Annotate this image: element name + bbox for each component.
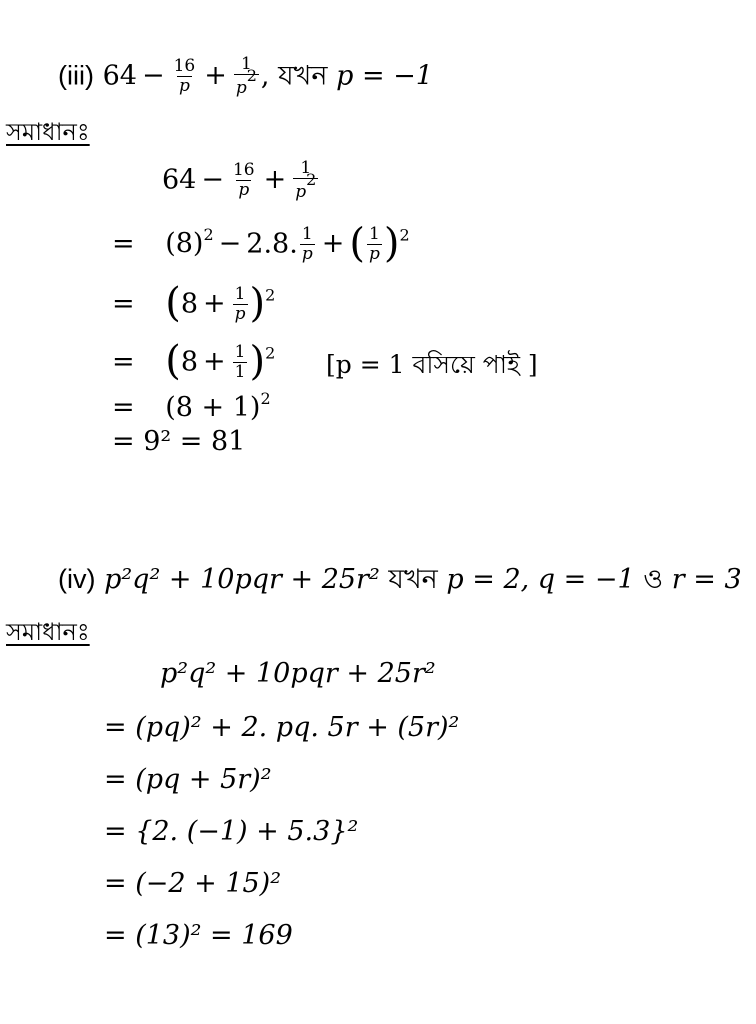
problem-iii-condition: p = −1 xyxy=(336,60,433,92)
expr-64: 64 xyxy=(102,60,137,92)
iii-step-1: = $(8)^2 - 2.8$. $\frac{1}{p}$ + ( $\frac{1}{p}$ )$^2$ xyxy=(112,220,410,267)
problem-iv-condition-1: p = 2, q = −1 xyxy=(446,564,635,595)
fraction-16-over-p: $\frac{16}{p}$ xyxy=(173,56,196,96)
problem-iv-condition-2: r = 3 xyxy=(671,564,742,595)
when-word: যখন xyxy=(388,564,438,595)
iv-step-5-final: = (13)² = 169 xyxy=(104,920,293,951)
iv-step-2: = (pq + 5r)² xyxy=(104,764,272,795)
iii-step-5-final: = 9² = 81 xyxy=(112,426,246,457)
solution-heading-iii: সমাধানঃ xyxy=(6,118,90,146)
equals-sign: = xyxy=(112,228,135,260)
fraction-1-over-p2: $\frac{1}{p^2}$ xyxy=(235,54,257,98)
iv-step-1: = (pq)² + 2. pq. 5r + (5r)² xyxy=(104,712,460,743)
iii-step-expression: 64 − $\frac{16}{p}$ + $\frac{1}{p^2}$ xyxy=(162,158,317,202)
solution-heading-iv: সমাধানঃ xyxy=(6,618,90,646)
iii-step-4: = $(8 + 1)^2$ xyxy=(112,389,271,423)
problem-iii-statement: (iii) 64 − $\frac{16}{p}$ + $\frac{1}{p^2}$ , যখন p = −1 xyxy=(58,54,433,98)
problem-iii-label: (iii) xyxy=(58,60,94,91)
iv-step-3: = {2. (−1) + 5.3}² xyxy=(104,816,359,847)
problem-iv-expression: p²q² + 10pqr + 25r² xyxy=(104,564,380,595)
iii-substitution-note: [p = 1 বসিয়ে পাই ] xyxy=(326,350,538,379)
and-word: ও xyxy=(643,564,664,595)
iii-step-3: = (8 + $\frac{1}{1}$ )$^2$ xyxy=(112,338,276,385)
iv-step-4: = (−2 + 15)² xyxy=(104,868,282,899)
iv-step-0: p²q² + 10pqr + 25r² xyxy=(160,658,436,689)
when-word: যখন xyxy=(278,60,328,92)
problem-iv-label: (iv) xyxy=(58,564,96,594)
iii-step-2: = (8 + $\frac{1}{p}$ )$^2$ xyxy=(112,280,276,327)
problem-iv-statement xyxy=(58,566,742,593)
